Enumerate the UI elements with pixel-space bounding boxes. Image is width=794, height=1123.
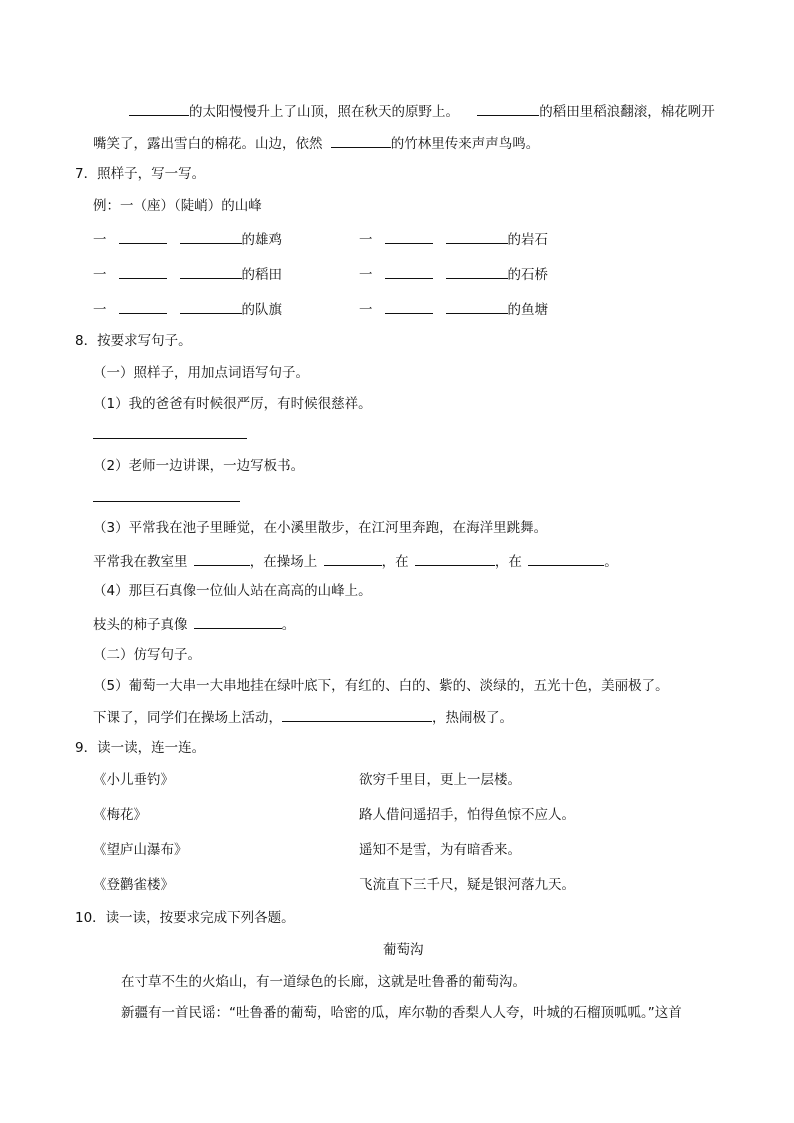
poem-title[interactable]: 《梅花》: [93, 807, 147, 823]
q8-sentence-2: （2）老师一边讲课，一边写板书。: [93, 458, 305, 474]
answer-blank[interactable]: [119, 299, 167, 314]
passage-paragraph-1: 在寸草不生的火焰山，有一道绿色的长廊，这就是吐鲁番的葡萄沟。: [121, 974, 526, 990]
answer-blank[interactable]: [119, 264, 167, 279]
q10-title: 10．读一读，按要求完成下列各题。: [75, 910, 295, 926]
poem-line[interactable]: 欲穷千里目，更上一层楼。: [359, 772, 521, 788]
item-text: 的鱼塘: [507, 302, 548, 318]
q7-example: 例：一（座）（陡峭）的山峰: [93, 198, 262, 214]
item-text: 的石桥: [507, 267, 548, 283]
answer-blank[interactable]: [446, 299, 508, 314]
q8-sentence-3: （3）平常我在池子里睡觉，在小溪里散步，在江河里奔跑，在海洋里跳舞。: [93, 520, 548, 536]
item-text: 的队旗: [241, 302, 282, 318]
fill-text: 平常我在教室里: [93, 554, 188, 570]
answer-blank[interactable]: [282, 707, 432, 722]
yi-label: 一: [359, 267, 373, 283]
q8-title: 8．按要求写句子。: [75, 333, 192, 349]
q7-item: [359, 229, 548, 249]
answer-blank[interactable]: [528, 551, 604, 566]
yi-label: 一: [93, 302, 107, 318]
q8-sentence-4-fill: [93, 614, 295, 634]
yi-label: 一: [359, 302, 373, 318]
q8-sentence-3-fill: [93, 551, 618, 571]
answer-line[interactable]: [93, 438, 247, 439]
answer-line[interactable]: [93, 501, 240, 502]
fill-text: ，在: [381, 554, 409, 570]
intro-text: 嘴笑了，露出雪白的棉花。山边，依然: [93, 136, 323, 152]
q8-part2-heading: （二）仿写句子。: [93, 647, 201, 663]
fill-text: ，热闹极了。: [432, 710, 513, 726]
q8-sentence-5-fill: [93, 707, 513, 727]
q8-sentence-4: （4）那巨石真像一位仙人站在高高的山峰上。: [93, 583, 372, 599]
q7-item: [93, 229, 282, 249]
fill-text: ，在操场上: [249, 554, 318, 570]
yi-label: 一: [93, 267, 107, 283]
answer-blank[interactable]: [180, 229, 242, 244]
poem-title[interactable]: 《小儿垂钓》: [93, 772, 174, 788]
q8-sentence-1: （1）我的爸爸有时候很严厉，有时候很慈祥。: [93, 396, 372, 412]
intro-line-2: [93, 133, 539, 153]
answer-blank[interactable]: [194, 614, 282, 629]
answer-blank[interactable]: [415, 551, 495, 566]
answer-blank[interactable]: [194, 551, 250, 566]
q8-part1-heading: （一）照样子，用加点词语写句子。: [93, 365, 309, 381]
answer-blank[interactable]: [324, 551, 382, 566]
q9-title: 9．读一读，连一连。: [75, 740, 206, 756]
yi-label: 一: [93, 232, 107, 248]
answer-blank[interactable]: [180, 264, 242, 279]
q7-item: [359, 299, 548, 319]
answer-blank[interactable]: [331, 133, 391, 148]
intro-text: 的竹林里传来声声鸟鸣。: [390, 136, 540, 152]
q7-item: [93, 299, 282, 319]
answer-blank[interactable]: [129, 101, 189, 116]
q7-item: [93, 264, 282, 284]
intro-line-1: [129, 101, 715, 121]
answer-blank[interactable]: [180, 299, 242, 314]
q7-title: 7．照样子，写一写。: [75, 166, 206, 182]
answer-blank[interactable]: [446, 229, 508, 244]
fill-text: 。: [281, 617, 296, 633]
poem-line[interactable]: 飞流直下三千尺，疑是银河落九天。: [359, 877, 575, 893]
fill-text: 。: [604, 554, 618, 570]
q7-item: [359, 264, 548, 284]
poem-line[interactable]: 路人借问遥招手，怕得鱼惊不应人。: [359, 807, 575, 823]
answer-blank[interactable]: [477, 101, 539, 116]
passage-paragraph-2: 新疆有一首民谣：“吐鲁番的葡萄，哈密的瓜，库尔勒的香梨人人夸，叶城的石榴顶呱呱。”这首: [121, 1005, 682, 1021]
fill-text: ，在: [494, 554, 522, 570]
poem-line[interactable]: 遥知不是雪，为有暗香来。: [359, 842, 521, 858]
item-text: 的雄鸡: [241, 232, 282, 248]
item-text: 的岩石: [507, 232, 548, 248]
fill-text: 下课了，同学们在操场上活动，: [93, 710, 282, 726]
answer-blank[interactable]: [385, 229, 433, 244]
passage-title: 葡萄沟: [383, 942, 424, 958]
yi-label: 一: [359, 232, 373, 248]
answer-blank[interactable]: [385, 264, 433, 279]
fill-text: 枝头的柿子真像: [93, 617, 188, 633]
item-text: 的稻田: [241, 267, 282, 283]
answer-blank[interactable]: [385, 299, 433, 314]
answer-blank[interactable]: [119, 229, 167, 244]
intro-text: 的太阳慢慢升上了山顶，照在秋天的原野上。: [189, 104, 459, 120]
intro-text: 的稻田里稻浪翻滚，棉花咧开: [539, 104, 715, 120]
poem-title[interactable]: 《登鹳雀楼》: [93, 877, 174, 893]
q8-sentence-5: （5）葡萄一大串一大串地挂在绿叶底下，有红的、白的、紫的、淡绿的，五光十色，美丽极了。: [93, 678, 669, 694]
answer-blank[interactable]: [446, 264, 508, 279]
poem-title[interactable]: 《望庐山瀑布》: [93, 842, 188, 858]
